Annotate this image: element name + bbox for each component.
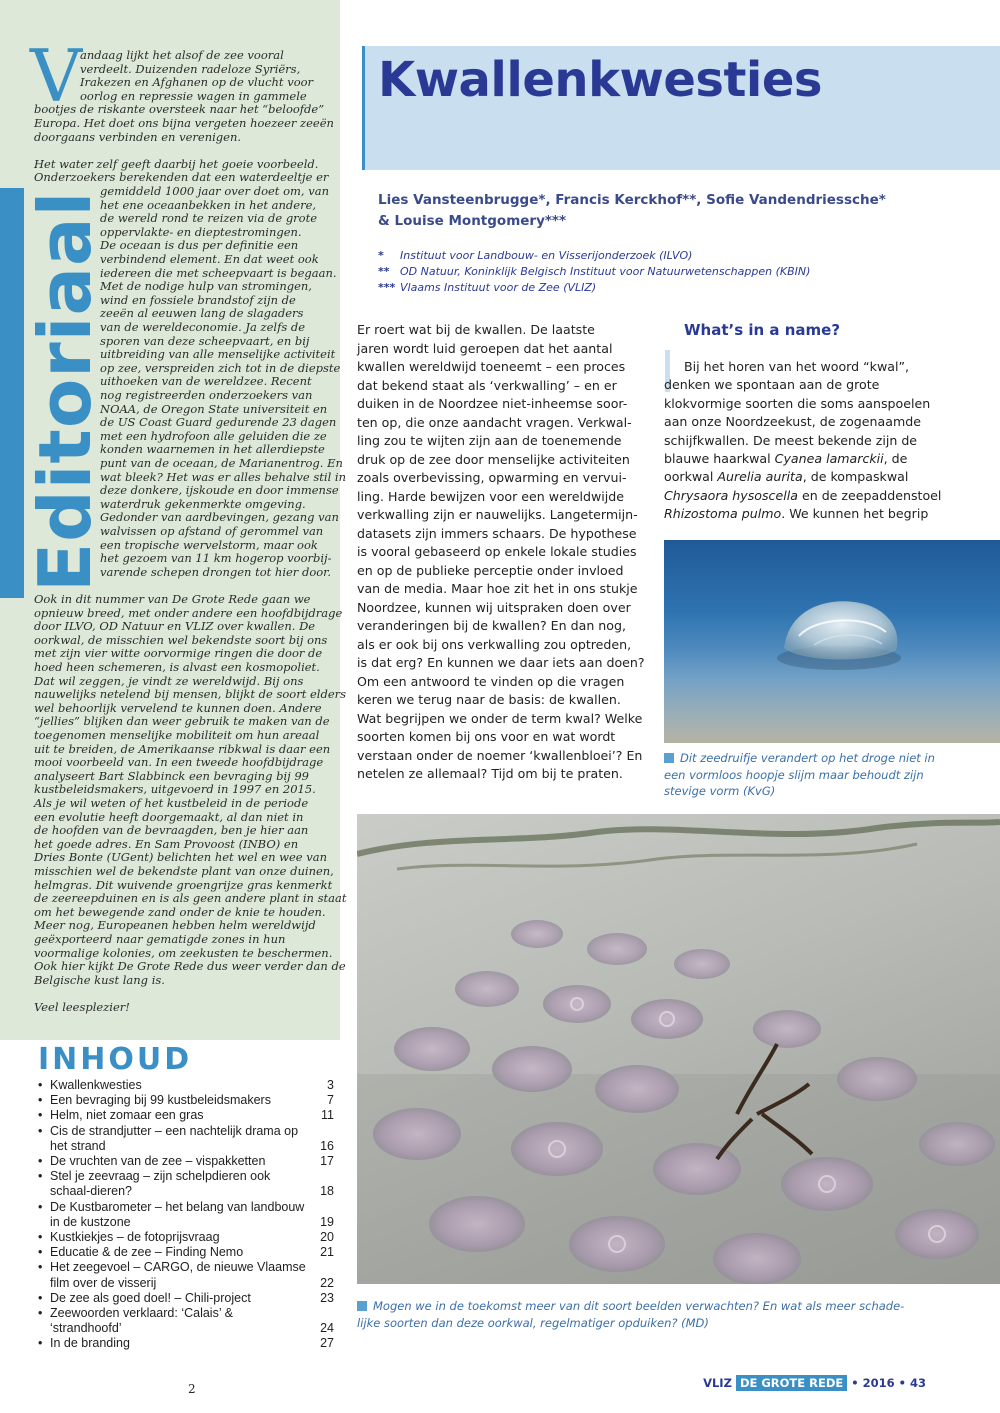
body-column-line: verstaan onder de noemer ‘kwallenbloei’? En	[357, 747, 643, 763]
article-authors	[378, 190, 978, 232]
editorial-line: Meer nog, Europeanen hebben helm wereldwijd	[34, 918, 316, 933]
editorial-band	[0, 188, 24, 598]
toc-item-label: De Kustbarometer – het belang van landbouw in de kustzone	[50, 1199, 305, 1229]
toc-title: INHOUD	[38, 1042, 193, 1077]
sidebar-text-line: klokvormige soorten die soms aanspoelen	[664, 395, 931, 411]
sidebar-text-line: denken we spontaan aan de grote	[664, 377, 880, 393]
toc-item[interactable]	[38, 1230, 334, 1245]
editorial-line: bootjes de riskante oversteek naar het “beloofde”	[34, 102, 325, 117]
toc-item-label: Stel je zeevraag – zijn schelpdieren ook schaal-dieren?	[50, 1169, 271, 1199]
footer-page: 43	[909, 1376, 926, 1390]
toc-item[interactable]	[38, 1078, 334, 1093]
editorial-line: iedereen die met scheepvaart is begaan.	[100, 265, 337, 280]
editorial-line: gemiddeld 1000 jaar over doet om, van	[100, 184, 329, 198]
body-column-line: is dat erg? En kunnen we daar iets aan doen?	[357, 655, 645, 670]
affiliation	[378, 264, 810, 280]
editorial-line: waterdruk gekenmerkte omgeving.	[100, 496, 306, 511]
editorial-line: wel behoorlijk vervelend te kunnen doen. Andere	[34, 700, 322, 715]
editorial-line: Gedonder van aardbevingen, gezang van	[100, 510, 339, 525]
body-column-line: ling. Harde bewijzen voor een wereldwijde	[357, 488, 625, 504]
caption-stranded-jellyfish	[357, 1298, 904, 1331]
editorial-line: helmgras. Dit wuivende groengrijze gras kenmerkt	[34, 877, 333, 892]
affiliation-mark: ***	[378, 281, 396, 294]
editorial-line: de zeereepduinen en is als geen andere plant in staat	[34, 891, 347, 906]
editorial-line: van de wereldeconomie. Ja zelfs de	[100, 320, 306, 334]
editorial-line: hoed heen schemeren, is alvast een kosmopoliet.	[34, 660, 320, 674]
editorial-line: de hoofden van de bevraagden, ben je hier aan	[34, 823, 309, 838]
toc-item[interactable]	[38, 1200, 334, 1230]
editorial-line: op zee, verspreiden zich tot in de diepste	[100, 360, 341, 375]
caption-sea-gooseberry	[664, 750, 935, 800]
toc-list	[38, 1078, 334, 1352]
caption-square-icon	[357, 1301, 367, 1311]
toc-item[interactable]	[38, 1154, 334, 1169]
affiliation-text: OD Natuur, Koninklijk Belgisch Instituut voor Natuurwetenschappen (KBIN)	[400, 265, 811, 278]
editorial-line: analyseert Bart Slabbinck een bevraging bij 99	[34, 768, 309, 783]
editorial-line: oorlog en repressie wagen in gammele	[80, 88, 307, 103]
editorial-line: Dat wil zeggen, je vindt ze wereldwijd. Bij ons	[34, 673, 304, 688]
caption-line: lijke soorten dan deze oorkwal, regelmatiger opduiken? (MD)	[357, 1315, 709, 1330]
affiliation-mark: *	[378, 249, 384, 262]
caption-line: een vormloos hoopje slijm maar behoudt zijn	[664, 767, 924, 782]
sidebar-text-line: aan onze Noordzeekust, de zogenaamde	[664, 414, 921, 430]
toc-item[interactable]	[38, 1093, 334, 1108]
editorial-line: deze donkere, ijskoude en door immense	[100, 483, 339, 498]
editorial-line: De oceaan is dus per definitie een	[100, 238, 299, 253]
left-page	[0, 0, 347, 1413]
toc-item[interactable]	[38, 1291, 334, 1306]
toc-item-page: 23	[320, 1290, 334, 1305]
toc-item-label: Zeewoorden verklaard: ‘Calais’ & ‘strandhoofd’	[50, 1306, 233, 1336]
body-column-line: als er ook bij ons verkwalling zou optreden,	[357, 636, 632, 652]
editorial-line: een evolutie heeft doorgemaakt, al dan niet in	[34, 809, 304, 824]
body-column-line: keren we terug naar de basis: de kwallen.	[357, 692, 621, 707]
editorial-line: Belgische kust lang is.	[34, 972, 165, 987]
editorial-line: het ene oceaanbekken in het andere,	[100, 197, 317, 212]
editorial-line: opnieuw breed, met onder andere een hoofdbijdrage	[34, 605, 343, 620]
body-column-line: is vooral gebaseerd op enkele lokale studies	[357, 544, 637, 559]
body-column-line: Wat begrijpen we onder de term kwal? Welke	[357, 710, 643, 726]
editorial-line: Europa. Het doet ons bijna vergeten hoezeer zeeën	[34, 116, 334, 130]
editorial-line: oorkwal, de misschien wel bekendste soort bij ons	[34, 632, 328, 647]
toc-item[interactable]	[38, 1108, 334, 1123]
editorial-line: “jellies” blijken dan weer gebruik te maken van de	[34, 714, 330, 729]
body-column-line: zoals overbevissing, opwarming en vervui-	[357, 470, 627, 485]
toc-item-page: 24	[320, 1321, 334, 1336]
sidebar-text-line: schijfkwallen. De meest bekende zijn de	[664, 432, 918, 448]
toc-item-page: 21	[320, 1245, 334, 1260]
editorial-line: met zijn vier witte oorvormige ringen die door de	[34, 646, 323, 661]
editorial-line: andaag lijkt het alsof de zee vooral	[80, 48, 284, 62]
toc-item[interactable]	[38, 1260, 334, 1290]
editorial-line: met een hydrofoon alle geluiden die ze	[100, 428, 327, 443]
editorial-line: wind en fossiele brandstof zijn de	[100, 292, 296, 307]
photo-stranded-jellyfish	[357, 814, 1000, 1284]
sidebar-text-line: Chrysaora hysoscella en de zeepaddenstoel	[664, 487, 942, 503]
editorial-line: om het bewegende zand onder de knie te houden.	[34, 904, 326, 919]
editorial-line: doorgaans verbinden en verenigen.	[34, 129, 242, 144]
body-column-line: Er roert wat bij de kwallen. De laatste	[357, 322, 595, 337]
toc-item[interactable]	[38, 1336, 334, 1351]
sidebar-text-line: oorkwal Aurelia aurita, de kompaskwal	[664, 469, 909, 485]
editorial-line: Onderzoekers berekenden dat een waterdeeltje er	[34, 170, 329, 185]
editorial-line: Dries Bonte (UGent) belichten het wel en wee van	[34, 850, 328, 865]
editorial-line: het goede adres. En Sam Provoost (INBO) en	[34, 836, 299, 851]
editorial-line: oppervlakte- en dieptestromingen.	[100, 224, 302, 239]
toc-item-page: 3	[327, 1078, 334, 1092]
toc-item-label: Kustkiekjes – de fotoprijsvraag	[50, 1230, 220, 1245]
body-column-line: ten op, die onze aandacht vragen. Verkwal-	[357, 414, 632, 430]
body-column-line: Noordzee, kunnen wij uitspraken doen over	[357, 599, 631, 615]
body-column-line: en op de publieke perceptie onder invloed	[357, 562, 624, 578]
editorial-line: verbindend element. En dat weet ook	[100, 252, 319, 266]
toc-item[interactable]	[38, 1306, 334, 1336]
footer-year: 2016	[862, 1376, 895, 1390]
editorial-line: nauwelijks netelend bij mensen, blijkt de soort elders	[34, 687, 347, 702]
editorial-line: uithoeken van de wereldzee. Recent	[100, 374, 312, 389]
toc-item-page: 22	[320, 1275, 334, 1290]
editorial-line: Ook hier kijkt De Grote Rede dus weer verder dan de	[34, 959, 346, 974]
editorial-line: Ook in dit nummer van De Grote Rede gaan we	[34, 592, 311, 606]
left-page-number: 2	[188, 1382, 196, 1396]
toc-item-label: Helm, niet zomaar een gras	[50, 1108, 204, 1123]
body-column-line: jaren wordt luid geroepen dat het aantal	[357, 340, 613, 356]
editorial-line: de US Coast Guard gedurende 23 dagen	[100, 415, 337, 430]
body-column-line: Om een antwoord te vinden op die vragen	[357, 673, 625, 689]
toc-item-page: 7	[327, 1093, 334, 1108]
toc-item[interactable]	[38, 1124, 334, 1154]
editorial-line: Met de nodige hulp van stromingen,	[100, 279, 312, 294]
caption-line-text: Dit zeedruifje verandert op het droge niet in	[680, 751, 935, 765]
page-footer: VLIZ DE GROTE REDE • 2016 • 43	[703, 1376, 926, 1390]
body-column-line: datasets zijn immers schaars. De hypothese	[357, 525, 637, 541]
editorial-line: een tropische wervelstorm, maar ook	[100, 537, 318, 552]
title-rule	[362, 46, 365, 170]
editorial-line: nog registreerden onderzoekers van	[100, 388, 313, 402]
body-column-line: netelen ze allemaal? Tijd om bij te praten.	[357, 766, 623, 781]
editorial-line: konden waarnemen in het allerdiepste	[100, 442, 325, 457]
editorial-line: zeeën al eeuwen lang de slagaders	[100, 306, 304, 321]
toc-item-label: Het zeegevoel – CARGO, de nieuwe Vlaamse film over de visserij	[50, 1260, 306, 1290]
body-column-line: veranderingen bij de kwallen? En dan nog,	[357, 618, 626, 633]
editorial-line: uit te breiden, de Amerikaanse ribkwal is daar een	[34, 741, 331, 756]
editorial-line: wat bleek? Het was er alles behalve stil in	[100, 469, 347, 484]
editorial-line: misschien wel de bekendste plant van onze duinen,	[34, 864, 334, 878]
toc-item-page: 27	[320, 1336, 334, 1351]
toc-item-label: De zee als goed doel! – Chili-project	[50, 1290, 251, 1305]
toc-item-page: 16	[320, 1138, 334, 1153]
sea-gooseberry-illustration	[664, 540, 1000, 743]
body-column-line: druk op de zee door menselijke activiteiten	[357, 451, 630, 467]
toc-item-label: Educatie & de zee – Finding Nemo	[50, 1245, 244, 1260]
affiliation-text: Vlaams Instituut voor de Zee (VLIZ)	[400, 281, 597, 294]
caption-square-icon	[664, 753, 674, 763]
body-column-line: van de media. Maar hoe zit het in ons stukje	[357, 581, 638, 596]
toc-item-label: Kwallenkwesties	[50, 1078, 142, 1092]
toc-item-page: 19	[320, 1214, 334, 1229]
editorial-line: geëxporteerd naar gematigde zones in hun	[34, 932, 286, 946]
editorial-line: toegenomen menselijke mobiliteit om hun areaal	[34, 728, 320, 742]
sidebar-text-line: Rhizostoma pulmo. We kunnen het begrip	[664, 506, 929, 522]
authors-line: Lies Vansteenbrugge*, Francis Kerckhof**, Sofie Vandendriessche*	[378, 192, 886, 208]
sidebar-heading: What’s in a name?	[684, 321, 841, 339]
editorial-section-word: Editoriaal	[23, 190, 107, 592]
editorial-line: door ILVO, OD Natuur en VLIZ over kwallen. De	[34, 619, 316, 634]
photo-sea-gooseberry	[664, 540, 1000, 743]
editorial-dropcap: V	[30, 34, 82, 118]
toc-item-label: In de branding	[50, 1336, 130, 1351]
editorial-line: Het water zelf geeft daarbij het goeie voorbeeld.	[34, 156, 319, 171]
editorial-line: verdeelt. Duizenden radeloze Syriërs,	[80, 61, 301, 76]
affiliation	[378, 280, 596, 296]
editorial-line: Irakezen en Afghanen op de vlucht voor	[80, 75, 314, 90]
article-title: Kwallenkwesties	[378, 52, 822, 108]
toc-item[interactable]	[38, 1245, 334, 1260]
affiliation-text: Instituut voor Landbouw- en Visserijonderzoek (ILVO)	[400, 249, 693, 262]
toc-item-page: 11	[321, 1108, 334, 1123]
editorial-line: de wereld rond te reizen via de grote	[100, 211, 318, 226]
body-column-line: verkwalling zijn er nauwelijks. Langetermijn-	[357, 507, 638, 522]
body-column-line: kwallen wereldwijd toeneemt – een proces	[357, 359, 626, 374]
affiliation	[378, 248, 692, 264]
caption-line	[357, 1298, 904, 1315]
caption-line-text: Mogen we in de toekomst meer van dit soort beelden verwachten? En wat als meer schade-	[373, 1299, 905, 1313]
toc-item[interactable]	[38, 1169, 334, 1199]
body-column-line: duiken in de Noordzee niet-inheemse soor-	[357, 396, 628, 411]
affiliation-mark: **	[378, 265, 390, 278]
editorial-line: Veel leesplezier!	[34, 1000, 130, 1014]
body-column-line: ling zou te wijten zijn aan de toenemende	[357, 433, 622, 448]
stranded-jellyfish-illustration	[357, 814, 1000, 1284]
editorial-line: sporen van deze scheepvaart, en bij	[100, 333, 310, 348]
sidebar-text-line: blauwe haarkwal Cyanea lamarckii, de	[664, 451, 908, 466]
editorial-line: mooi voorbeeld van. In een tweede hoofdbijdrage	[34, 755, 324, 770]
toc-item-label: Cis de strandjutter – een nachtelijk drama op het strand	[50, 1123, 299, 1153]
caption-line: stevige vorm (KvG)	[664, 784, 776, 798]
footer-org: VLIZ	[703, 1376, 732, 1390]
toc-item-label: Een bevraging bij 99 kustbeleidsmakers	[50, 1093, 271, 1108]
body-column-line: soorten komen bij ons voor en wat wordt	[357, 729, 616, 744]
editorial-line: kustbeleidsmakers, uitgevoerd in 1997 en 2015.	[34, 782, 316, 797]
editorial-line: NOAA, de Oregon State universiteit en	[100, 401, 328, 416]
toc-item-page: 20	[320, 1230, 334, 1245]
editorial-line: punt van de oceaan, de Marianentrog. En	[100, 456, 343, 470]
editorial-line: walvissen op afstand of gerommel van	[100, 524, 324, 538]
editorial-line: voormalige kolonies, om zeekusten te beschermen.	[34, 945, 333, 960]
toc-item-page: 17	[320, 1154, 334, 1169]
caption-line	[664, 750, 935, 767]
sidebar-text-line: Bij het horen van het woord “kwal”,	[684, 359, 909, 374]
editorial-line: uitbreiding van alle menselijke activiteit	[100, 347, 336, 362]
body-column-line: dat bekend staat als ‘verkwalling’ – en er	[357, 377, 617, 393]
footer-magazine: DE GROTE REDE	[736, 1375, 847, 1391]
toc-item-label: De vruchten van de zee – vispakketten	[50, 1154, 266, 1169]
editorial-line: het gezoem van 11 km hogerop voorbij-	[100, 551, 332, 566]
editorial-line: varende schepen drongen tot hier door.	[100, 564, 332, 579]
authors-line: & Louise Montgomery***	[378, 213, 567, 229]
editorial-line: Als je wil weten of het kustbeleid in de periode	[34, 796, 309, 810]
toc-item-page: 18	[320, 1184, 334, 1199]
